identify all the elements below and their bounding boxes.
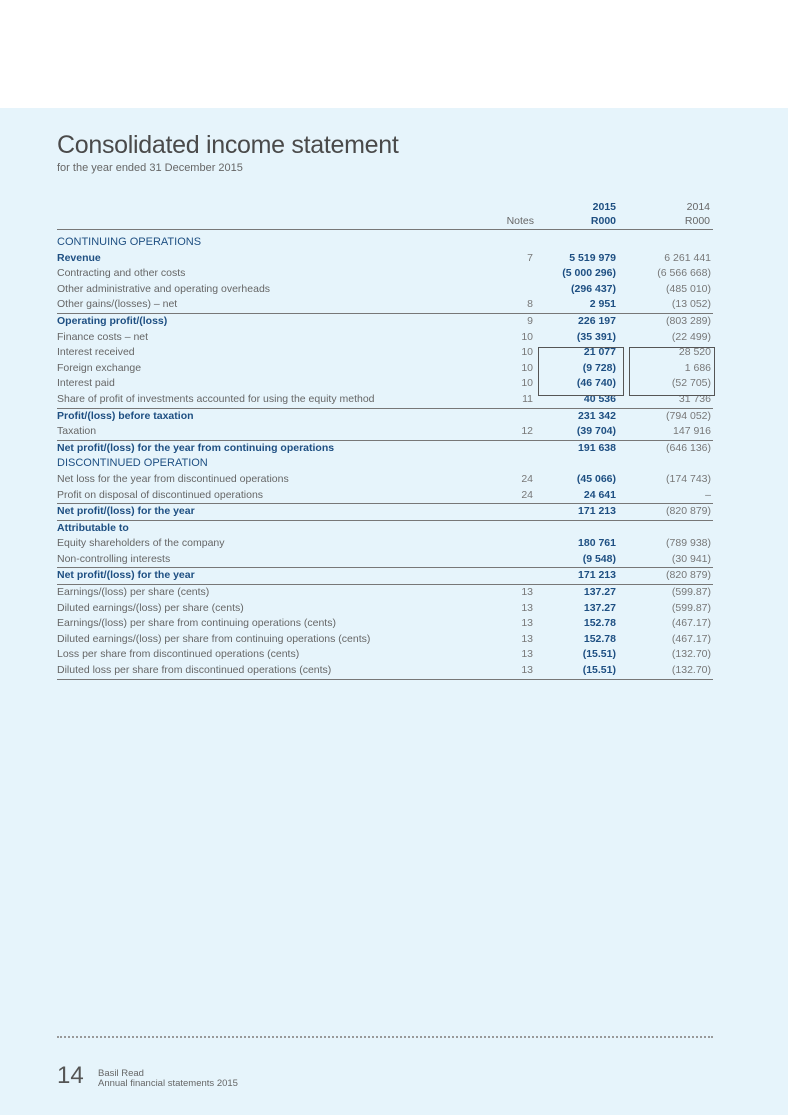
row-value-2014: (467.17) — [671, 617, 711, 630]
row-note: 13 — [521, 601, 533, 614]
row-label: Profit on disposal of discontinued operations — [57, 488, 264, 501]
table-row — [57, 568, 713, 585]
row-label: Equity shareholders of the company — [57, 537, 225, 550]
row-note: 7 — [527, 251, 533, 264]
row-label: Profit/(loss) before taxation — [57, 409, 194, 422]
row-value-2015: 5 519 979 — [569, 251, 616, 264]
row-value-2014: – — [705, 488, 711, 501]
highlight-box-2015 — [538, 347, 624, 396]
row-label: Other administrative and operating overheads — [57, 282, 271, 295]
row-label: Revenue — [57, 251, 101, 264]
row-value-2015: 40 536 — [583, 392, 616, 405]
row-note: 11 — [522, 392, 533, 405]
page-title: Consolidated income statement — [57, 131, 399, 159]
row-value-2015: 152.78 — [583, 617, 616, 630]
row-value-2015: (15.51) — [582, 664, 616, 677]
row-label: Net profit/(loss) for the year — [57, 505, 195, 518]
row-label: Contracting and other costs — [57, 267, 186, 280]
row-note: 10 — [521, 361, 533, 374]
row-value-2014: (30 941) — [671, 552, 711, 565]
table-row — [57, 521, 713, 537]
row-value-2014: (789 938) — [666, 537, 711, 550]
row-value-2015: 226 197 — [578, 314, 616, 327]
income-statement-table — [57, 235, 713, 680]
row-value-2015: (15.51) — [582, 648, 616, 661]
row-value-2014: (646 136) — [666, 441, 711, 454]
table-row — [57, 585, 713, 601]
footer-publication: Annual financial statements 2015 — [98, 1078, 238, 1089]
table-row — [57, 297, 713, 314]
row-value-2014: (6 566 668) — [657, 267, 711, 280]
table-row — [57, 663, 713, 680]
row-value-2015: (5 000 296) — [562, 267, 616, 280]
header-rule — [57, 229, 713, 230]
row-value-2015: 180 761 — [578, 537, 616, 550]
row-value-2014: 31 736 — [678, 392, 711, 405]
table-row — [57, 632, 713, 648]
footer-company: Basil Read — [98, 1068, 144, 1079]
row-label: Taxation — [57, 425, 97, 438]
row-value-2014: (132.70) — [671, 648, 711, 661]
row-label: Diluted earnings/(loss) per share (cents) — [57, 601, 244, 614]
table-row — [57, 616, 713, 632]
row-note: 8 — [527, 298, 533, 311]
row-note: 10 — [521, 346, 533, 359]
table-row — [57, 314, 713, 330]
table-row — [57, 235, 713, 251]
row-label: DISCONTINUED OPERATION — [57, 457, 208, 470]
row-value-2015: 171 213 — [578, 569, 616, 582]
row-label: Loss per share from discontinued operations (cents) — [57, 648, 300, 661]
column-header-2014-year: 2014 — [686, 201, 710, 213]
row-value-2015: (35 391) — [576, 330, 616, 343]
row-label: Share of profit of investments accounted for using the equity method — [57, 392, 375, 405]
row-label: Interest received — [57, 346, 135, 359]
row-value-2014: 147 916 — [673, 425, 711, 438]
table-row — [57, 472, 713, 488]
row-label: Diluted loss per share from discontinued operations (cents) — [57, 664, 332, 677]
table-row — [57, 552, 713, 569]
column-header-2014 — [620, 200, 710, 228]
table-row — [57, 266, 713, 282]
page-subtitle: for the year ended 31 December 2015 — [57, 162, 243, 174]
row-value-2015: 2 951 — [589, 298, 616, 311]
row-value-2014: 28 520 — [678, 346, 711, 359]
row-value-2015: (9 548) — [582, 552, 616, 565]
row-value-2015: 191 638 — [578, 441, 616, 454]
row-label: Net profit/(loss) for the year — [57, 569, 195, 582]
row-value-2015: 21 077 — [583, 346, 616, 359]
row-note: 12 — [521, 425, 533, 438]
row-value-2015: 24 641 — [583, 488, 616, 501]
row-note: 13 — [521, 648, 533, 661]
table-row — [57, 536, 713, 552]
row-value-2015: 152.78 — [583, 632, 616, 645]
column-header-2015-unit: R000 — [590, 215, 616, 227]
row-value-2014: (52 705) — [671, 377, 711, 390]
row-value-2014: 6 261 441 — [664, 251, 711, 264]
column-header-2015 — [530, 200, 616, 228]
table-row — [57, 488, 713, 504]
row-value-2014: (174 743) — [666, 472, 711, 485]
row-label: Diluted earnings/(loss) per share from continuing operations (cents) — [57, 632, 371, 645]
row-value-2014: (485 010) — [666, 282, 711, 295]
row-note: 10 — [521, 377, 533, 390]
table-row — [57, 456, 713, 472]
row-value-2014: (13 052) — [671, 298, 711, 311]
highlight-box-2014 — [629, 347, 715, 396]
row-label: Net profit/(loss) for the year from continuing operations — [57, 441, 335, 454]
row-label: Earnings/(loss) per share (cents) — [57, 586, 210, 599]
row-value-2014: (22 499) — [671, 330, 711, 343]
table-row — [57, 503, 713, 521]
row-note: 13 — [521, 586, 533, 599]
row-label: Earnings/(loss) per share from continuing operations (cents) — [57, 617, 336, 630]
row-note: 13 — [521, 617, 533, 630]
row-value-2015: (39 704) — [576, 425, 616, 438]
row-label: CONTINUING OPERATIONS — [57, 236, 202, 248]
row-label: Foreign exchange — [57, 361, 142, 374]
row-label: Non-controlling interests — [57, 552, 171, 565]
row-label: Other gains/(losses) – net — [57, 298, 178, 311]
row-note: 24 — [521, 488, 533, 501]
row-note: 9 — [527, 314, 533, 327]
table-row — [57, 251, 713, 267]
row-value-2015: (45 066) — [576, 472, 616, 485]
row-note: 24 — [521, 472, 533, 485]
row-label: Interest paid — [57, 377, 115, 390]
column-header-notes: Notes — [506, 215, 534, 227]
row-label: Net loss for the year from discontinued operations — [57, 472, 289, 485]
column-header-2014-unit: R000 — [684, 215, 710, 227]
row-value-2014: (132.70) — [671, 664, 711, 677]
row-value-2014: (820 879) — [666, 505, 711, 518]
row-label: Attributable to — [57, 521, 129, 534]
row-value-2015: 137.27 — [583, 586, 616, 599]
row-value-2014: (803 289) — [666, 314, 711, 327]
row-value-2014: (467.17) — [671, 632, 711, 645]
page-number: 14 — [57, 1062, 84, 1089]
row-note: 10 — [521, 330, 533, 343]
row-value-2014: (794 052) — [666, 409, 711, 422]
table-row — [57, 330, 713, 346]
row-label: Finance costs – net — [57, 330, 149, 343]
row-value-2015: 137.27 — [583, 601, 616, 614]
column-header-2015-year: 2015 — [592, 201, 616, 213]
table-row — [57, 647, 713, 663]
row-note: 13 — [521, 664, 533, 677]
table-row — [57, 601, 713, 617]
table-row — [57, 409, 713, 425]
row-value-2014: (820 879) — [666, 569, 711, 582]
row-value-2015: (9 728) — [582, 361, 616, 374]
table-row — [57, 441, 713, 457]
row-value-2015: (296 437) — [571, 282, 616, 295]
row-note: 13 — [521, 632, 533, 645]
row-value-2014: (599.87) — [671, 586, 711, 599]
row-value-2015: 171 213 — [578, 505, 616, 518]
row-value-2015: (46 740) — [576, 377, 616, 390]
row-label: Operating profit/(loss) — [57, 314, 168, 327]
row-value-2014: 1 686 — [684, 361, 711, 374]
table-row — [57, 282, 713, 298]
table-row — [57, 424, 713, 441]
row-value-2014: (599.87) — [671, 601, 711, 614]
row-value-2015: 231 342 — [578, 409, 616, 422]
footer-divider — [57, 1036, 713, 1038]
